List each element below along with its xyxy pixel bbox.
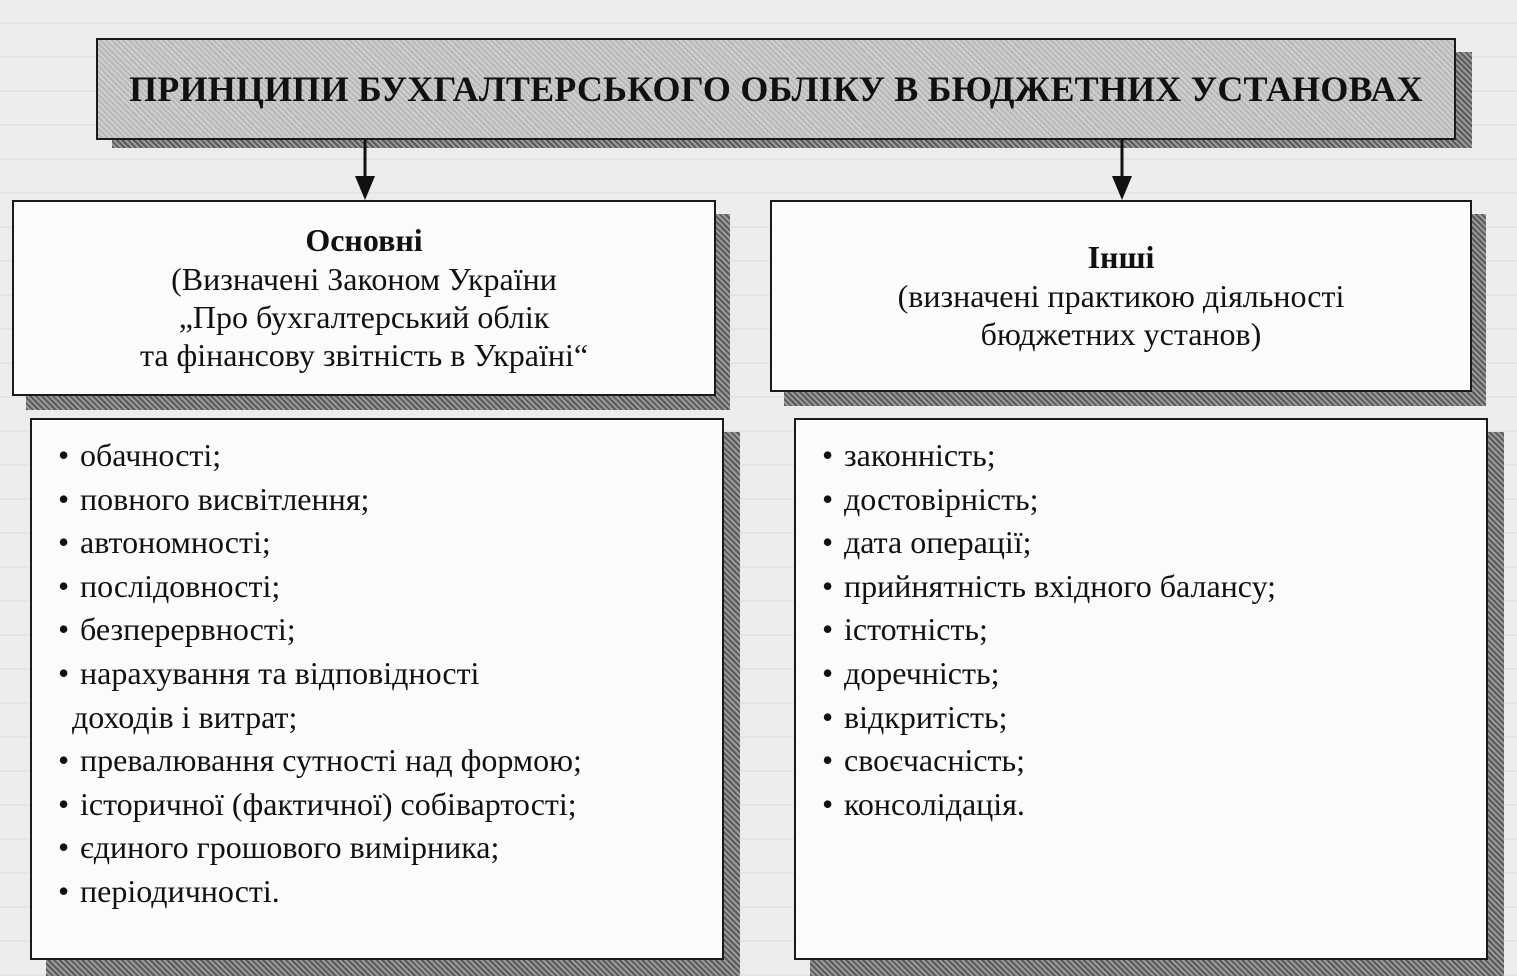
left-list-item: • послідовності;	[58, 565, 722, 609]
left-list-box	[30, 418, 724, 960]
right-list-box	[794, 418, 1488, 960]
bullet-icon: •	[58, 742, 70, 779]
left-list-item: • повного висвітлення;	[58, 478, 722, 522]
right-list-item: • істотність;	[822, 608, 1486, 652]
right-list-item: • відкритість;	[822, 696, 1486, 740]
right-list-item: • доречність;	[822, 652, 1486, 696]
arrow-right-head	[1112, 176, 1132, 200]
left-list-item: • автономності;	[58, 521, 722, 565]
right-list-item: • своєчасність;	[822, 739, 1486, 783]
bullet-icon: •	[822, 742, 834, 779]
bullet-icon: •	[58, 872, 70, 909]
right-list-item: • законність;	[822, 434, 1486, 478]
left-list-item: • періодичності.	[58, 870, 722, 914]
left-subheading-line: (Визначені Законом України	[171, 260, 557, 297]
bullet-icon: •	[58, 611, 70, 648]
bullet-icon: •	[822, 524, 834, 561]
left-list-item: • єдиного грошового вимірника;	[58, 826, 722, 870]
bullet-icon: •	[58, 437, 70, 473]
bullet-icon: •	[58, 567, 70, 604]
bullet-icon: •	[822, 611, 834, 648]
bullet-icon: •	[58, 785, 70, 822]
bullet-icon: •	[822, 567, 834, 604]
bullet-icon: •	[58, 829, 70, 866]
bullet-icon: •	[822, 480, 834, 517]
left-heading: Основні	[305, 222, 423, 259]
left-subheading-line: та фінансову звітність в Україні“	[139, 337, 589, 374]
right-heading: Інші	[1087, 239, 1155, 276]
bullet-icon: •	[822, 698, 834, 735]
right-header-box	[770, 200, 1472, 392]
right-subheading-line: (визначені практикою діяльності	[897, 277, 1345, 314]
left-subheading-line: „Про бухгалтерський облік	[178, 299, 550, 335]
diagram-title: ПРИНЦИПИ БУХГАЛТЕРСЬКОГО ОБЛІКУ В БЮДЖЕТНИХ УСТАНОВАХ	[129, 69, 1423, 109]
left-list-item: • превалювання сутності над формою;	[58, 739, 722, 783]
right-list-item: • достовірність;	[822, 478, 1486, 522]
right-list-item: • дата операції;	[822, 521, 1486, 565]
left-list-item: • нарахування та відповідності	[58, 652, 722, 696]
left-list-item: • історичної (фактичної) собівартості;	[58, 783, 722, 827]
right-list-item: • консолідація.	[822, 783, 1486, 827]
left-list-item-continuation: доходів і витрат;	[72, 698, 298, 735]
bullet-icon: •	[822, 785, 834, 822]
left-header-box	[12, 200, 716, 396]
arrow-left-head	[355, 176, 375, 200]
left-list-item: • обачності;	[58, 434, 722, 478]
right-list-item: • прийнятність вхідного балансу;	[822, 565, 1486, 609]
left-list-item: • безперервності;	[58, 608, 722, 652]
bullet-icon: •	[58, 654, 70, 691]
bullet-icon: •	[58, 480, 70, 517]
bullet-icon: •	[822, 437, 834, 473]
bullet-icon: •	[58, 524, 70, 561]
bullet-icon: •	[822, 654, 834, 691]
right-subheading-line: бюджетних установ)	[980, 316, 1262, 353]
